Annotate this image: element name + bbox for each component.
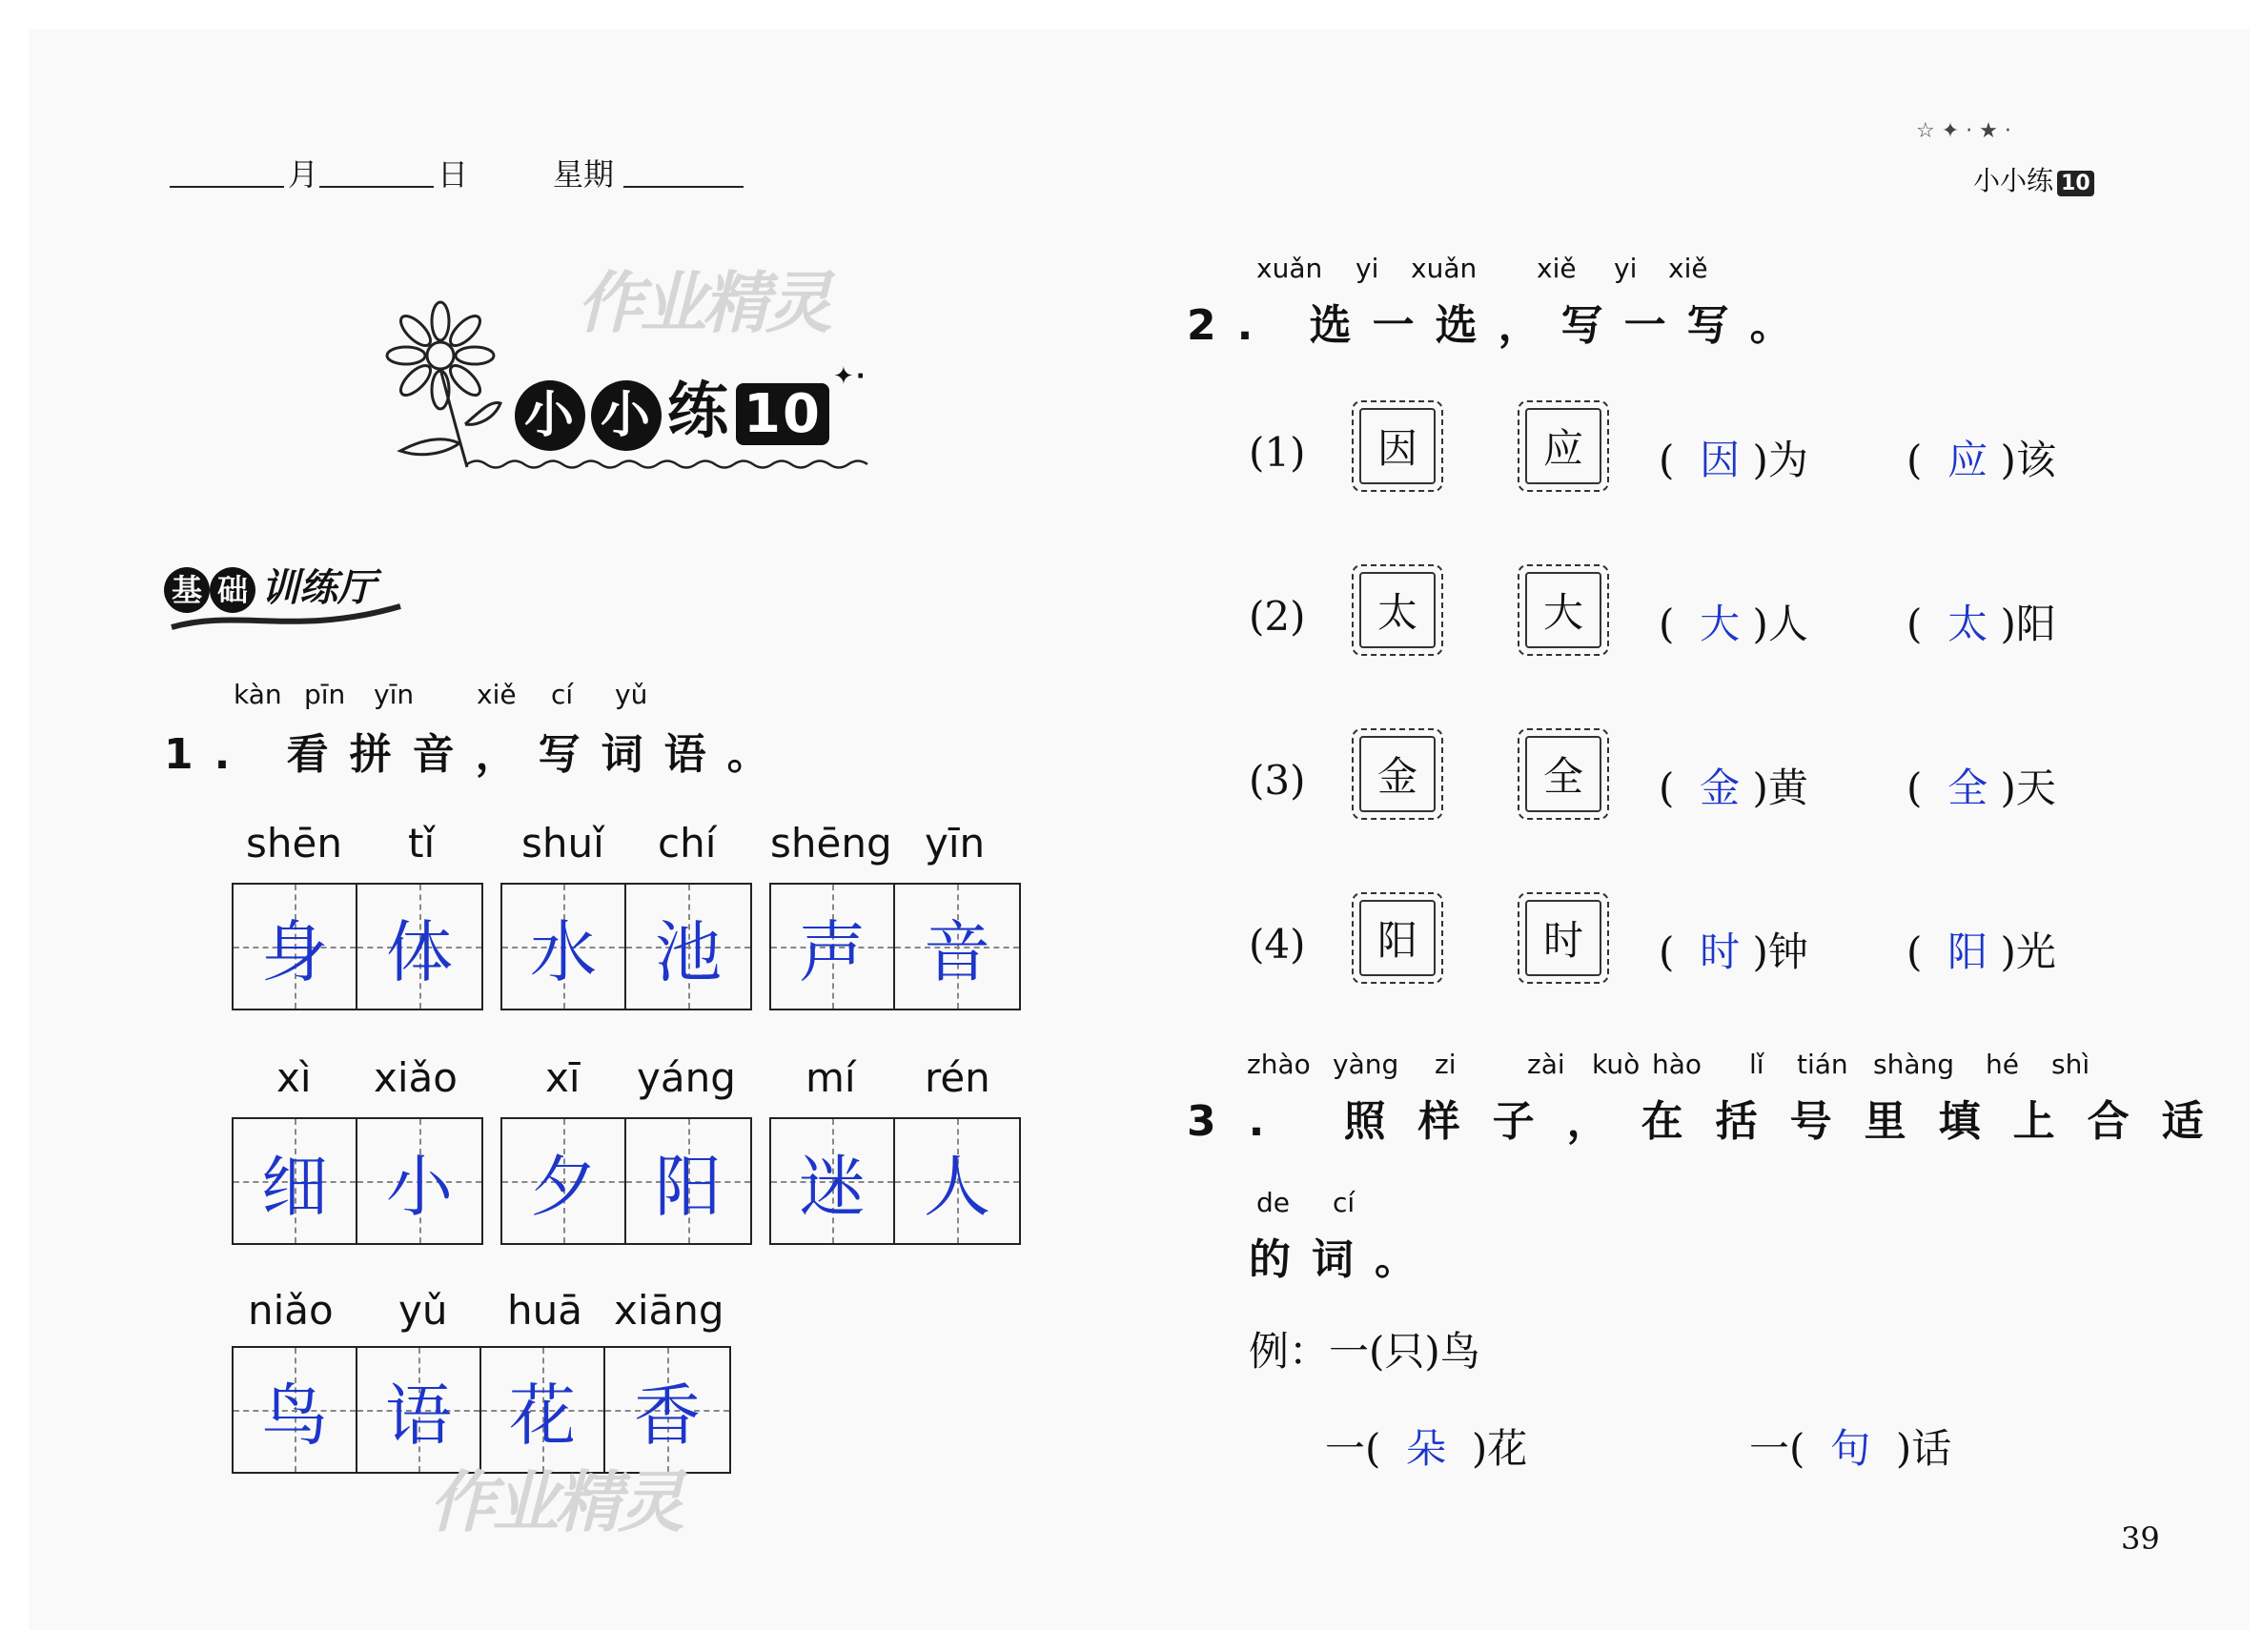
blank-suffix: )话 <box>1895 1425 1952 1472</box>
q3-title-char: 。 <box>1375 1235 1437 1284</box>
q3-pinyin: hào <box>1652 1049 1702 1080</box>
answer-char: 细 <box>261 1147 328 1226</box>
q3-title-char: 样 <box>1417 1097 1493 1146</box>
q2-pinyin: yi <box>1356 253 1379 284</box>
answer-char: 水 <box>530 912 597 991</box>
word-grid <box>769 883 1021 1010</box>
q3-title-char: ，在 <box>1566 1097 1716 1146</box>
q3-blank-1 <box>1325 1417 1527 1475</box>
section-swoosh-icon <box>162 599 410 637</box>
word-tail: )天 <box>2000 765 2056 811</box>
open-paren: ( <box>1906 601 1923 647</box>
q3-number: 3. <box>1187 1097 1297 1146</box>
q2-title <box>1187 291 1813 352</box>
q3-title-char: 适 <box>2161 1097 2236 1146</box>
stamp-box <box>1352 892 1443 984</box>
grid-cell <box>502 1119 626 1243</box>
item-number: (2) <box>1249 593 1306 640</box>
q1-title-char: 。 <box>726 730 790 779</box>
fill-blank-2 <box>1906 429 2056 486</box>
q1-pinyin: cí <box>551 679 574 710</box>
stamp-box <box>1352 400 1443 492</box>
q3-pinyin: zi <box>1435 1049 1457 1080</box>
q1-pinyin: pīn <box>304 679 346 710</box>
answer-char: 夕 <box>530 1147 597 1226</box>
section-text: 训练厅 <box>261 566 376 610</box>
month-label: 月 <box>288 156 319 193</box>
q1-pinyin: xiě <box>477 679 517 710</box>
word-grid <box>769 1117 1021 1245</box>
watermark-top: 作业精灵 <box>577 264 828 342</box>
q3-pinyin: zhào <box>1247 1049 1311 1080</box>
q1-title-char: ，写 <box>475 730 601 779</box>
q1-number: 1. <box>164 730 252 779</box>
q3-example: 例：一(只)鸟 <box>1249 1328 1480 1375</box>
grid-cell <box>234 1119 357 1243</box>
stamp-box <box>1352 728 1443 820</box>
open-paren: ( <box>1659 601 1675 647</box>
pinyin-label: xiāng <box>614 1287 724 1334</box>
q2-item <box>1249 564 2107 669</box>
q2-title-char: 写 <box>1686 301 1750 350</box>
q3-title-char: 的 <box>1249 1235 1312 1284</box>
title-char-2: 小 <box>591 380 662 451</box>
weekday-label: 星期 <box>553 156 615 193</box>
word-grid <box>500 1117 752 1245</box>
open-paren: ( <box>1659 437 1675 483</box>
stamp-box <box>1518 892 1609 984</box>
section-char-1: 基 <box>164 567 210 613</box>
grid-cell <box>895 1119 1019 1243</box>
answer-char: 音 <box>924 912 990 991</box>
title-number: 10 <box>736 383 829 445</box>
pinyin-label: shēn <box>246 820 342 867</box>
pinyin-label: shēng <box>770 820 892 867</box>
answer-char: 小 <box>386 1147 453 1226</box>
grid-cell <box>234 885 357 1009</box>
answer-char: 朵 <box>1406 1425 1447 1472</box>
choice-char: 大 <box>1542 589 1583 636</box>
choice-char: 应 <box>1542 425 1583 472</box>
answer-char: 因 <box>1700 437 1741 483</box>
choice-char: 太 <box>1376 589 1417 636</box>
q3-title-char: 子 <box>1492 1097 1567 1146</box>
pinyin-label: yáng <box>637 1054 736 1101</box>
open-paren: ( <box>1659 928 1675 975</box>
q2-title-char: 。 <box>1749 301 1813 350</box>
fill-blank-1 <box>1659 757 1808 814</box>
q1-pinyin: kàn <box>234 679 282 710</box>
header-practice-number: 10 <box>2057 171 2094 196</box>
grid-cell <box>771 885 895 1009</box>
grid-cell <box>626 1119 750 1243</box>
answer-char: 迷 <box>799 1147 866 1226</box>
q2-title-char: 一 <box>1372 301 1436 350</box>
answer-char: 句 <box>1830 1425 1871 1472</box>
q3-pinyin: de <box>1256 1187 1290 1218</box>
q2-pinyin: xuǎn <box>1411 253 1478 284</box>
open-paren: ( <box>1906 928 1923 975</box>
day-blank <box>319 186 434 188</box>
q2-item <box>1249 400 2107 505</box>
q2-title-char: 选 <box>1435 301 1498 350</box>
pinyin-label: xī <box>545 1054 581 1101</box>
q3-title-char: 填 <box>1938 1097 2013 1146</box>
q3-title-char: 里 <box>1864 1097 1939 1146</box>
title-char-3: 练 <box>667 377 730 447</box>
stamp-box <box>1518 564 1609 656</box>
item-number: (4) <box>1249 921 1306 968</box>
q1-title-char: 语 <box>663 730 727 779</box>
open-paren: ( <box>1906 765 1923 811</box>
word-tail: )为 <box>1752 437 1808 483</box>
q2-pinyin: yi <box>1614 253 1638 284</box>
word-grid <box>500 883 752 1010</box>
pinyin-label: mí <box>805 1054 856 1101</box>
word-tail: )人 <box>1752 601 1808 647</box>
grid-cell <box>771 1119 895 1243</box>
q3-title <box>1187 1087 2236 1148</box>
q3-pinyin: kuò <box>1592 1049 1641 1080</box>
practice-title <box>515 362 867 451</box>
q1-pinyin: yǔ <box>615 679 648 710</box>
answer-char: 体 <box>386 912 453 991</box>
blank-prefix: 一( <box>1749 1425 1805 1472</box>
q1-title-char: 看 <box>286 730 350 779</box>
answer-char: 声 <box>799 912 866 991</box>
pinyin-label: huā <box>507 1287 582 1334</box>
q3-pinyin: yàng <box>1333 1049 1399 1080</box>
q3-pinyin: cí <box>1333 1187 1356 1218</box>
header-practice-title: 小小练 <box>1973 165 2054 196</box>
q3-title-char: 上 <box>2012 1097 2088 1146</box>
grid-cell <box>357 885 481 1009</box>
answer-char: 花 <box>509 1376 576 1455</box>
q3-blank-2 <box>1749 1417 1951 1475</box>
fill-blank-1 <box>1659 593 1808 650</box>
q2-title-char: 一 <box>1623 301 1687 350</box>
q3-pinyin: zài <box>1527 1049 1565 1080</box>
word-tail: )阳 <box>2000 601 2056 647</box>
word-tail: )光 <box>2000 928 2056 975</box>
pinyin-label: tǐ <box>408 820 436 867</box>
q2-pinyin: xuǎn <box>1256 253 1323 284</box>
answer-char: 身 <box>261 912 328 991</box>
q2-number: 2. <box>1187 301 1274 350</box>
pinyin-label: yǔ <box>398 1287 448 1334</box>
q3-pinyin: lǐ <box>1749 1049 1764 1080</box>
q3-pinyin: shàng <box>1873 1049 1955 1080</box>
q3-pinyin: tián <box>1797 1049 1848 1080</box>
q3-pinyin: shì <box>2051 1049 2090 1080</box>
word-tail: )该 <box>2000 437 2056 483</box>
q2-title-char: ，写 <box>1498 301 1624 350</box>
choice-char: 全 <box>1542 753 1583 800</box>
answer-char: 时 <box>1700 928 1741 975</box>
word-tail: )钟 <box>1752 928 1808 975</box>
stamp-box <box>1518 400 1609 492</box>
choice-char: 因 <box>1376 425 1417 472</box>
answer-char: 大 <box>1700 601 1741 647</box>
answer-char: 太 <box>1947 601 1988 647</box>
open-paren: ( <box>1906 437 1923 483</box>
answer-char: 人 <box>924 1147 990 1226</box>
month-blank <box>170 186 284 188</box>
day-label: 日 <box>438 156 469 193</box>
q3-pinyin: hé <box>1986 1049 2019 1080</box>
pinyin-label: xì <box>276 1054 312 1101</box>
pinyin-label: shuǐ <box>521 820 604 867</box>
title-char-1: 小 <box>515 380 585 451</box>
fill-blank-1 <box>1659 921 1808 978</box>
q1-title-char: 词 <box>601 730 664 779</box>
grid-cell <box>357 1119 481 1243</box>
stamp-box <box>1352 564 1443 656</box>
answer-char: 阳 <box>655 1147 722 1226</box>
watermark-bottom: 作业精灵 <box>429 1463 681 1541</box>
q2-title-char: 选 <box>1309 301 1373 350</box>
word-grid <box>232 883 483 1010</box>
pinyin-label: yīn <box>925 820 986 867</box>
weekday-blank <box>623 186 744 188</box>
grid-cell <box>234 1348 357 1472</box>
fill-blank-2 <box>1906 593 2056 650</box>
q2-pinyin: xiě <box>1537 253 1577 284</box>
q3-title-char: 照 <box>1343 1097 1418 1146</box>
q2-item <box>1249 728 2107 833</box>
fill-blank-2 <box>1906 757 2056 814</box>
pinyin-label: niǎo <box>248 1287 334 1334</box>
q1-title <box>164 720 790 781</box>
header-practice-label <box>1973 160 2094 198</box>
answer-char: 鸟 <box>261 1376 328 1455</box>
answer-char: 阳 <box>1947 928 1988 975</box>
choice-char: 金 <box>1376 753 1417 800</box>
section-char-2: 础 <box>210 567 255 613</box>
q1-title-char: 音 <box>412 730 476 779</box>
blank-suffix: )花 <box>1471 1425 1528 1472</box>
blank-prefix: 一( <box>1325 1425 1381 1472</box>
open-paren: ( <box>1659 765 1675 811</box>
q1-title-char: 拼 <box>349 730 413 779</box>
q2-item <box>1249 892 2107 997</box>
answer-char: 应 <box>1947 437 1988 483</box>
grid-cell <box>895 885 1019 1009</box>
q3-title-line2 <box>1249 1225 1437 1286</box>
word-tail: )黄 <box>1752 765 1808 811</box>
q3-title-char: 词 <box>1312 1235 1375 1284</box>
q3-title-char: 号 <box>1789 1097 1865 1146</box>
pinyin-label: chí <box>658 820 717 867</box>
grid-cell <box>502 885 626 1009</box>
q3-title-char: 合 <box>2087 1097 2162 1146</box>
q3-title-char: 括 <box>1715 1097 1790 1146</box>
fill-blank-2 <box>1906 921 2056 978</box>
choice-char: 时 <box>1542 917 1583 964</box>
page-number: 39 <box>2121 1520 2160 1557</box>
answer-char: 池 <box>655 912 722 991</box>
fill-blank-1 <box>1659 429 1808 486</box>
stamp-box <box>1518 728 1609 820</box>
word-grid <box>232 1117 483 1245</box>
stars-decoration-icon: ☆ ✦ · ★ · <box>1916 119 2011 143</box>
title-stars-icon: ✦· <box>832 362 867 391</box>
choice-char: 阳 <box>1376 917 1417 964</box>
item-number: (3) <box>1249 757 1306 804</box>
grid-cell <box>626 885 750 1009</box>
pinyin-label: xiǎo <box>374 1054 458 1101</box>
item-number: (1) <box>1249 429 1306 476</box>
pinyin-label: rén <box>925 1054 990 1101</box>
q2-pinyin: xiě <box>1668 253 1708 284</box>
answer-char: 香 <box>634 1376 701 1455</box>
q1-pinyin: yīn <box>374 679 415 710</box>
answer-char: 全 <box>1947 765 1988 811</box>
answer-char: 金 <box>1700 765 1741 811</box>
answer-char: 语 <box>385 1376 452 1455</box>
